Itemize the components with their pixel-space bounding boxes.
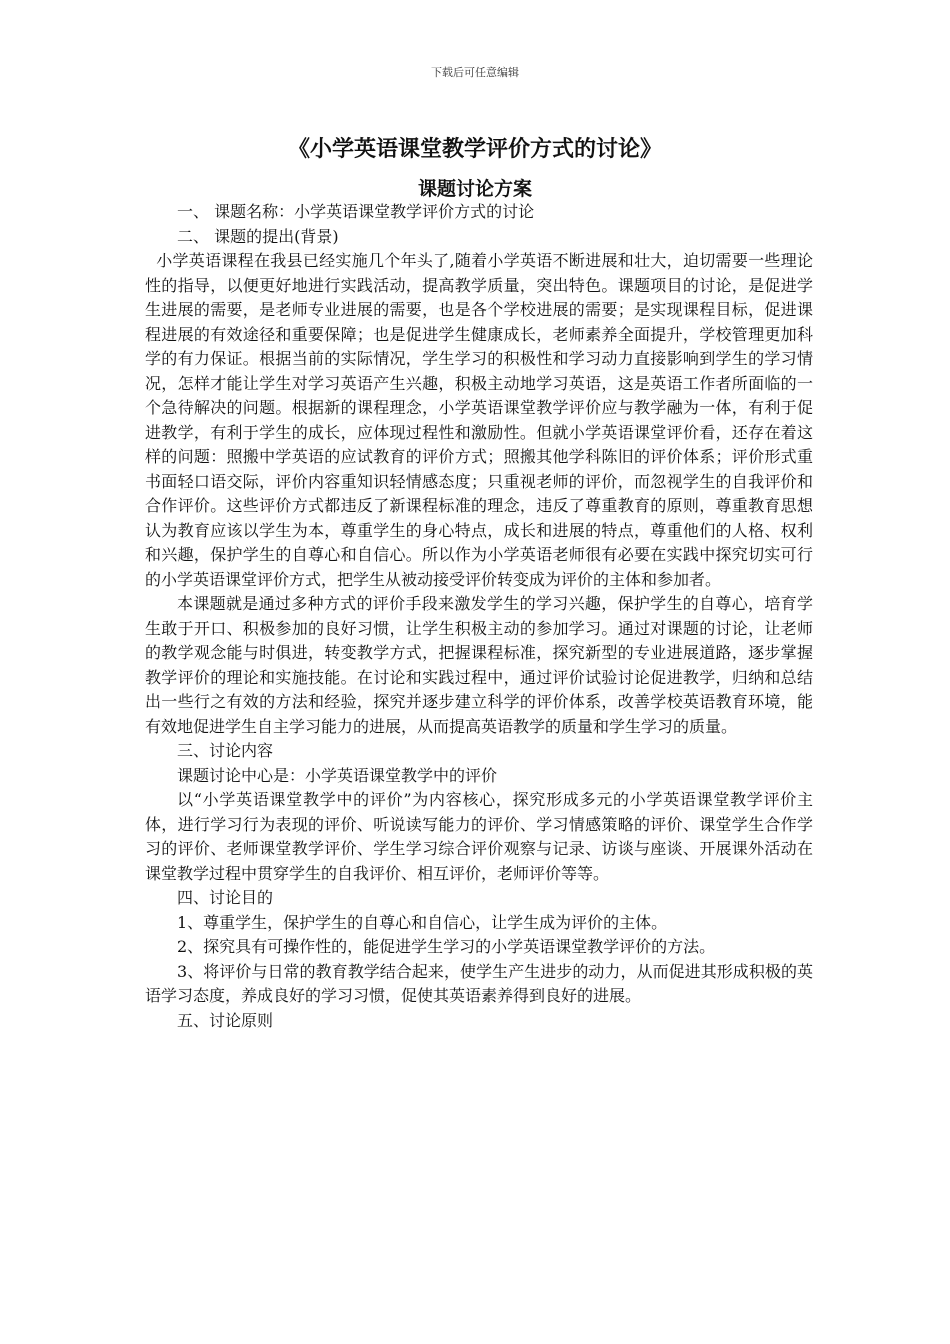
document-body <box>145 200 813 1033</box>
goal-item-3: 3、将评价与日常的教育教学结合起来，使学生产生进步的动力，从而促进其形成积极的英语学习态度，养成良好的学习习惯，促使其英语素养得到良好的进展。 <box>145 961 813 1005</box>
paragraph-background-2: 本课题就是通过多种方式的评价手段来激发学生的学习兴趣，保护学生的自尊心，培育学生敢于开口、积极参加的良好习惯，让学生积极主动的参加学习。通过对课题的讨论，让老师的教学观念能与时俱进，转变教学方式，把握课程标准，探究新型的专业进展道路，逐步掌握教学评价的理论和实施技能。在讨论和实践过程中，通过评价试验讨论促进教学，归纳和总结出一些行之有效的方法和经验，探究并逐步建立科学的评价体系，改善学校英语教育环境，能有效地促进学生自主学习能力的进展，从而提高英语教学的质量和学生学习的质量。 <box>145 594 813 736</box>
paragraph-content-2: 以“小学英语课堂教学中的评价”为内容核心，探究形成多元的小学英语课堂教学评价主体，进行学习行为表现的评价、听说读写能力的评价、学习情感策略的评价、课堂学生合作学习的评价、老师课堂教学评价、学生学习综合评价观察与记录、访谈与座谈、开展课外活动在课堂教学过程中贯穿学生的自我评价、相互评价，老师评价等等。 <box>145 790 813 883</box>
section-heading-5: 五、讨论原则 <box>177 1010 274 1030</box>
section-heading-1: 一、 课题名称：小学英语课堂教学评价方式的讨论 <box>177 202 535 221</box>
paragraph-content-1: 课题讨论中心是：小学英语课堂教学中的评价 <box>177 765 498 785</box>
document-title: 《小学英语课堂教学评价方式的讨论》 <box>287 136 662 162</box>
section-heading-2: 二、 课题的提出(背景) <box>177 226 339 246</box>
section-heading-4: 四、讨论目的 <box>177 888 274 907</box>
document-subtitle: 课题讨论方案 <box>417 178 532 200</box>
goal-item-2: 2、探究具有可操作性的，能促进学生学习的小学英语课堂教学评价的方法。 <box>177 937 716 956</box>
section-heading-3: 三、讨论内容 <box>177 741 274 760</box>
goal-item-1: 1、尊重学生，保护学生的自尊心和自信心，让学生成为评价的主体。 <box>177 912 668 932</box>
paragraph-background-1: 小学英语课程在我县已经实施几个年头了,随着小学英语不断进展和壮大，迫切需要一些理论性的指导，以便更好地进行实践活动，提高教学质量，突出特色。课题项目的讨论，是促进学生进展的需要，是老师专业进展的需要，也是各个学校进展的需要；是实现课程目标，促进课程进展的有效途径和重要保障；也是促进学生健康成长，老师素养全面提升，学校管理更加科学的有力保证。根据当前的实际情况，学生学习的积极性和学习动力直接影响到学生的学习情况，怎样才能让学生对学习英语产生兴趣，积极主动地学习英语，这是英语工作者所面临的一个急待解决的问题。根据新的课程理念，小学英语课堂教学评价应与教学融为一体，有利于促进教学，有利于学生的成长，应体现过程性和激励性。但就小学英语课堂评价看，还存在着这样的问题：照搬中学英语的应试教育的评价方式；照搬其他学科陈旧的评价体系；评价形式重书面轻口语交际，评价内容重知识轻情感态度；只重视老师的评价，而忽视学生的自我评价和合作评价。这些评价方式都违反了新课程标准的理念，违反了尊重教育的原则，尊重教育思想认为教育应该以学生为本，尊重学生的身心特点，成长和进展的特点，尊重他们的人格、权利和兴趣，保护学生的自尊心和自信心。所以作为小学英语老师很有必要在实践中探究切实可行的小学英语课堂评价方式，把学生从被动接受评价转变成为评价的主体和参加者。 <box>145 251 813 589</box>
header-note: 下载后可任意编辑 <box>431 66 519 79</box>
